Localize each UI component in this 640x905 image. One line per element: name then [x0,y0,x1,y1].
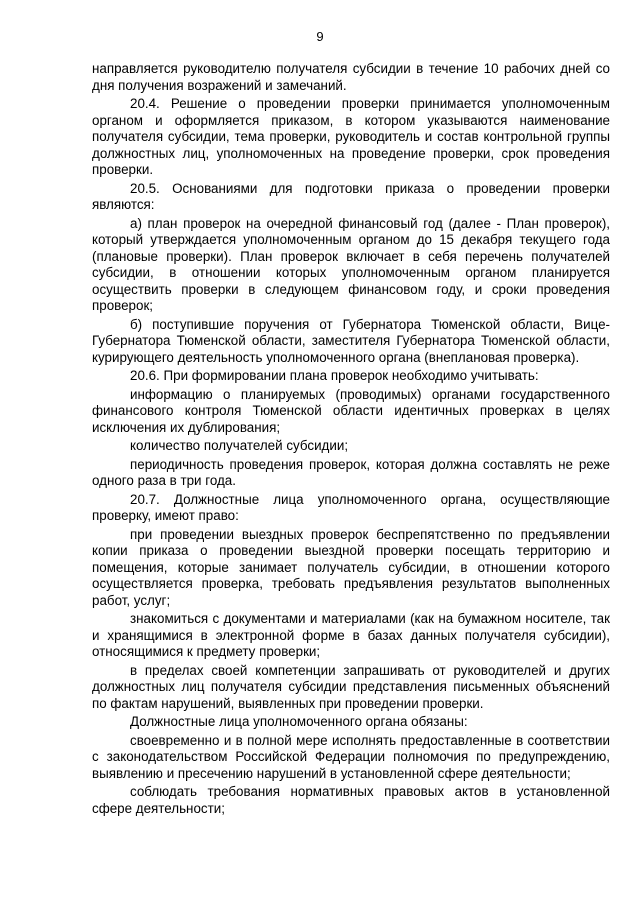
document-body [92,61,610,819]
paragraph-duties-heading: Должностные лица уполномоченного органа обязаны: [130,714,468,729]
paragraph-20-7: 20.7. Должностные лица уполномоченного органа, осуществляющие проверку, имеют право: [92,491,610,523]
paragraph-20-5: 20.5. Основаниями для подготовки приказа о проведении проверки являются: [92,180,610,212]
paragraph-20-6-item-1: информацию о планируемых (проводимых) органами государственного финансового контроля Тюменской области идентичных проверках в целях исключения их дублирования; [92,386,610,435]
paragraph-20-7-right-1: при проведении выездных проверок беспрепятственно по предъявлении копии приказа о проведении выездной проверки посещать территорию и помещения, которые занимает получатель субсидии, в отношении которого осуществляется проверка, требовать предъявления результатов выполненных работ, услуг; [92,526,610,608]
paragraph-20-6: 20.6. При формировании плана проверок необходимо учитывать: [130,368,539,383]
page-number: 9 [316,29,324,44]
paragraph-20-7-right-2: знакомиться с документами и материалами (как на бумажном носителе, так и хранящимися в электронной форме в базах данных получателя субсидии), относящимися к предмету проверки; [92,611,610,659]
paragraph-duty-2: соблюдать требования нормативных правовых актов в установленной сфере деятельности; [92,784,610,816]
paragraph-20-4: 20.4. Решение о проведении проверки принимается уполномоченным органом и оформляется приказом, в котором указываются наименование получателя субсидии, тема проверки, руководитель и состав контрольной группы должностных лиц, уполномоченных на проведение проверки, срок проведения проверки. [92,96,610,177]
paragraph-continuation: направляется руководителю получателя субсидии в течение 10 рабочих дней со дня получения возражений и замечаний. [92,61,610,93]
paragraph-20-5-a: а) план проверок на очередной финансовый год (далее - План проверок), который утверждается уполномоченным органом до 15 декабря текущего года (плановые проверки). План проверок включает в себя перечень получателей субсидии, в отношении которых уполномоченным органом планируется осуществить проверки в следующем финансовом году, и сроки проведения проверок; [92,215,610,313]
paragraph-duty-1: своевременно и в полной мере исполнять предоставленные в соответствии с законодательством Российской Федерации полномочия по предупреждению, выявлению и пресечению нарушений в установленной сфере деятельности; [92,732,610,781]
paragraph-20-6-item-2: количество получателей субсидии; [130,438,349,453]
paragraph-20-7-right-3: в пределах своей компетенции запрашивать от руководителей и других должностных лиц получателя субсидии представления письменных объяснений по фактам нарушений, выявленных при проведении проверки. [92,662,610,711]
paragraph-20-5-b: б) поступившие поручения от Губернатора Тюменской области, Вице-Губернатора Тюменской области, заместителя Губернатора Тюменской области, курирующего деятельность уполномоченного органа (внеплановая проверка). [92,316,610,365]
paragraph-20-6-item-3: периодичность проведения проверок, которая должна составлять не реже одного раза в три года. [92,456,610,488]
